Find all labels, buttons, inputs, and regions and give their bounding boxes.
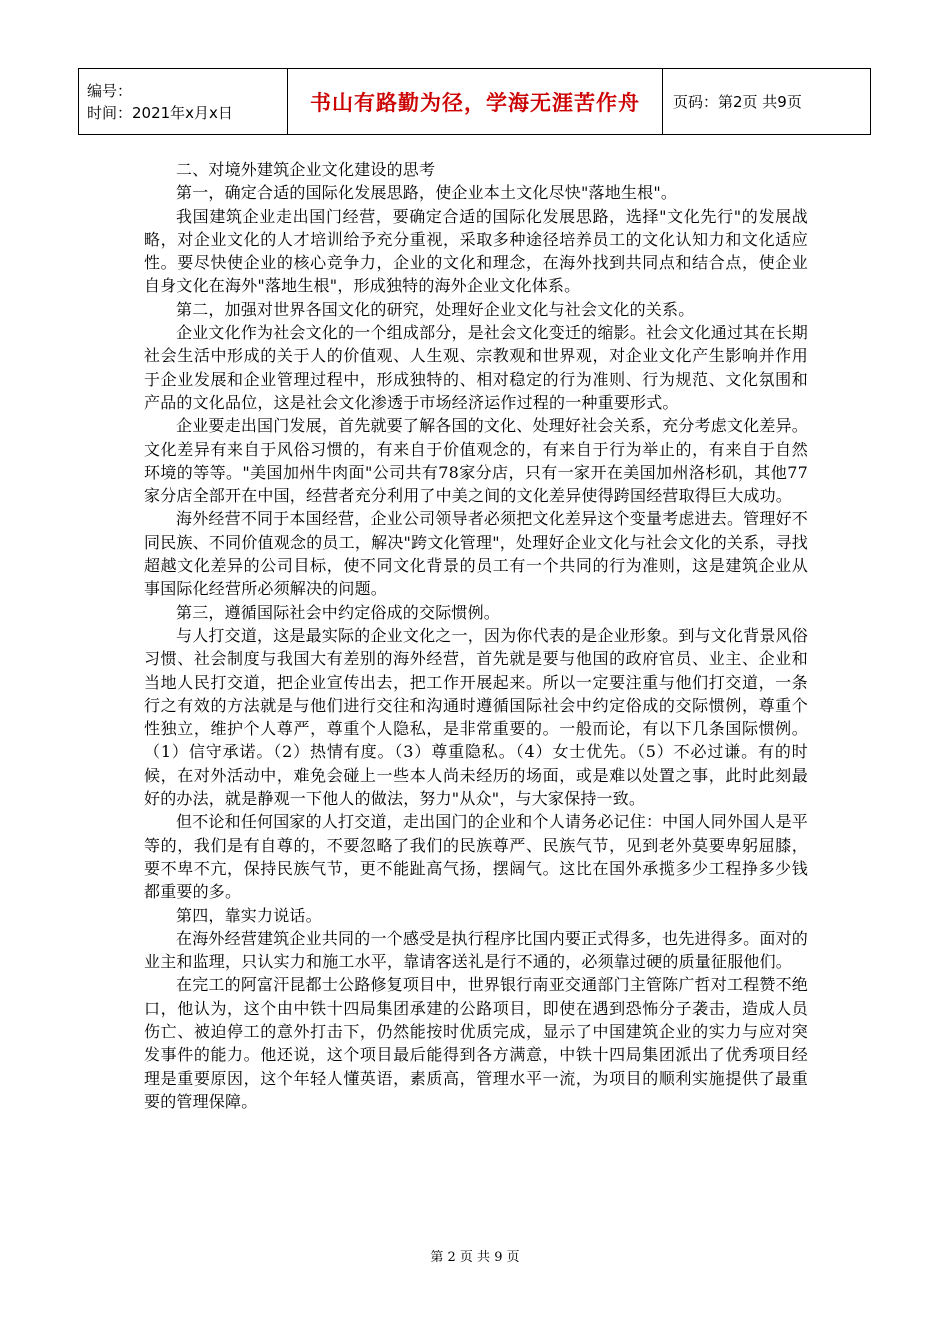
paragraph: 企业要走出国门发展，首先就要了解各国的文化、处理好社会关系，充分考虑文化差异。文化差异有来自于风俗习惯的，有来自于价值观念的，有来自于行为举止的，有来自于自然环境的等等。"美国加州牛肉面"公司共有78家分店，只有一家开在美国加州洛杉矶，其他77家分店全部开在中国，经营者充分利用了中美之间的文化差异使得跨国经营取得巨大成功。	[144, 416, 808, 506]
paragraph: 在海外经营建筑企业共同的一个感受是执行程序比国内要正式得多，也先进得多。面对的业主和监理，只认实力和施工水平，靠请客送礼是行不通的，必须靠过硬的质量征服他们。	[144, 928, 808, 972]
point-heading-2: 第二，加强对世界各国文化的研究，处理好企业文化与社会文化的关系。	[176, 299, 695, 319]
paragraph: 与人打交道，这是最实际的企业文化之一，因为你代表的是企业形象。到与文化背景风俗习惯、社会制度与我国大有差别的海外经营，首先就是要与他国的政府官员、业主、企业和当地人民打交道，把企业宣传出去，把工作开展起来。所以一定要注重与他们打交道，一条行之有效的方法就是与他们进行交往和沟通时遵循国际社会中约定俗成的交际惯例，尊重个性独立，维护个人尊严，尊重个人隐私，是非常重要的。一般而论，有以下几条国际惯例。（1）信守承诺。（2）热情有度。（3）尊重隐私。（4）女士优先。（5）不必过谦。有的时候，在对外活动中，难免会碰上一些本人尚未经历的场面，或是难以处置之事，此时此刻最好的办法，就是静观一下他人的做法，努力"从众"，与大家保持一致。	[144, 625, 808, 809]
section-heading: 二、对境外建筑企业文化建设的思考	[176, 160, 436, 179]
point-heading-1: 第一，确定合适的国际化发展思路，使企业本土文化尽快"落地生根"。	[176, 183, 678, 203]
paragraph: 在完工的阿富汗昆都士公路修复项目中，世界银行南亚交通部门主管陈广哲对工程赞不绝口，他认为，这个由中铁十四局集团承建的公路项目，即使在遇到恐怖分子袭击，造成人员伤亡、被迫停工的意外打击下，仍然能按时优质完成，显示了中国建筑企业的实力与应对突发事件的能力。他还说，这个项目最后能得到各方满意，中铁十四局集团派出了优秀项目经理是重要原因，这个年轻人懂英语，素质高，管理水平一流，为项目的顺利实施提供了最重要的管理保障。	[144, 975, 808, 1111]
paragraph: 海外经营不同于本国经营，企业公司领导者必须把文化差异这个变量考虑进去。管理好不同民族、不同价值观念的员工，解决"跨文化管理"，处理好企业文化与社会文化的关系，寻找超越文化差异的公司目标，使不同文化背景的员工有一个共同的行为准则，这是建筑企业从事国际化经营所必须解决的问题。	[144, 509, 808, 599]
paragraph: 我国建筑企业走出国门经营，要确定合适的国际化发展思路，选择"文化先行"的发展战略，对企业文化的人才培训给予充分重视，采取多种途径培养员工的文化认知力和文化适应性。要尽快使企业的核心竞争力，企业的文化和理念，在海外找到共同点和结合点，使企业自身文化在海外"落地生根"，形成独特的海外企业文化体系。	[144, 206, 808, 296]
page-label: 页码：第2页 共9页	[663, 69, 871, 135]
header-left-cell	[79, 69, 288, 135]
point-heading-4: 第四，靠实力说话。	[176, 905, 322, 925]
paragraph: 企业文化作为社会文化的一个组成部分，是社会文化变迁的缩影。社会文化通过其在长期社会生活中形成的关于人的价值观、人生观、宗教观和世界观，对企业文化产生影响并作用于企业发展和企业管理过程中，形成独特的、相对稳定的行为准则、行为规范、文化氛围和产品的文化品位，这是社会文化渗透于市场经济运作过程的一种重要形式。	[144, 323, 808, 412]
page-footer: 第 2 页 共 9 页	[430, 1250, 520, 1265]
motto: 书山有路勤为径，学海无涯苦作舟	[288, 69, 663, 135]
paragraph: 但不论和任何国家的人打交道，走出国门的企业和个人请务必记住：中国人同外国人是平等的，我们是有自尊的，不要忽略了我们的民族尊严、民族气节，见到老外莫要卑躬屈膝，要不卑不亢，保持民族气节，更不能趾高气扬，摆阔气。这比在国外承揽多少工程挣多少钱都重要的多。	[144, 812, 808, 902]
number-label: 编号：	[87, 81, 133, 100]
document-body	[144, 158, 808, 1113]
point-heading-3: 第三，遵循国际社会中约定俗成的交际惯例。	[176, 602, 501, 622]
header-table	[78, 68, 871, 135]
time-label: 时间：2021年x月x日	[87, 103, 233, 122]
